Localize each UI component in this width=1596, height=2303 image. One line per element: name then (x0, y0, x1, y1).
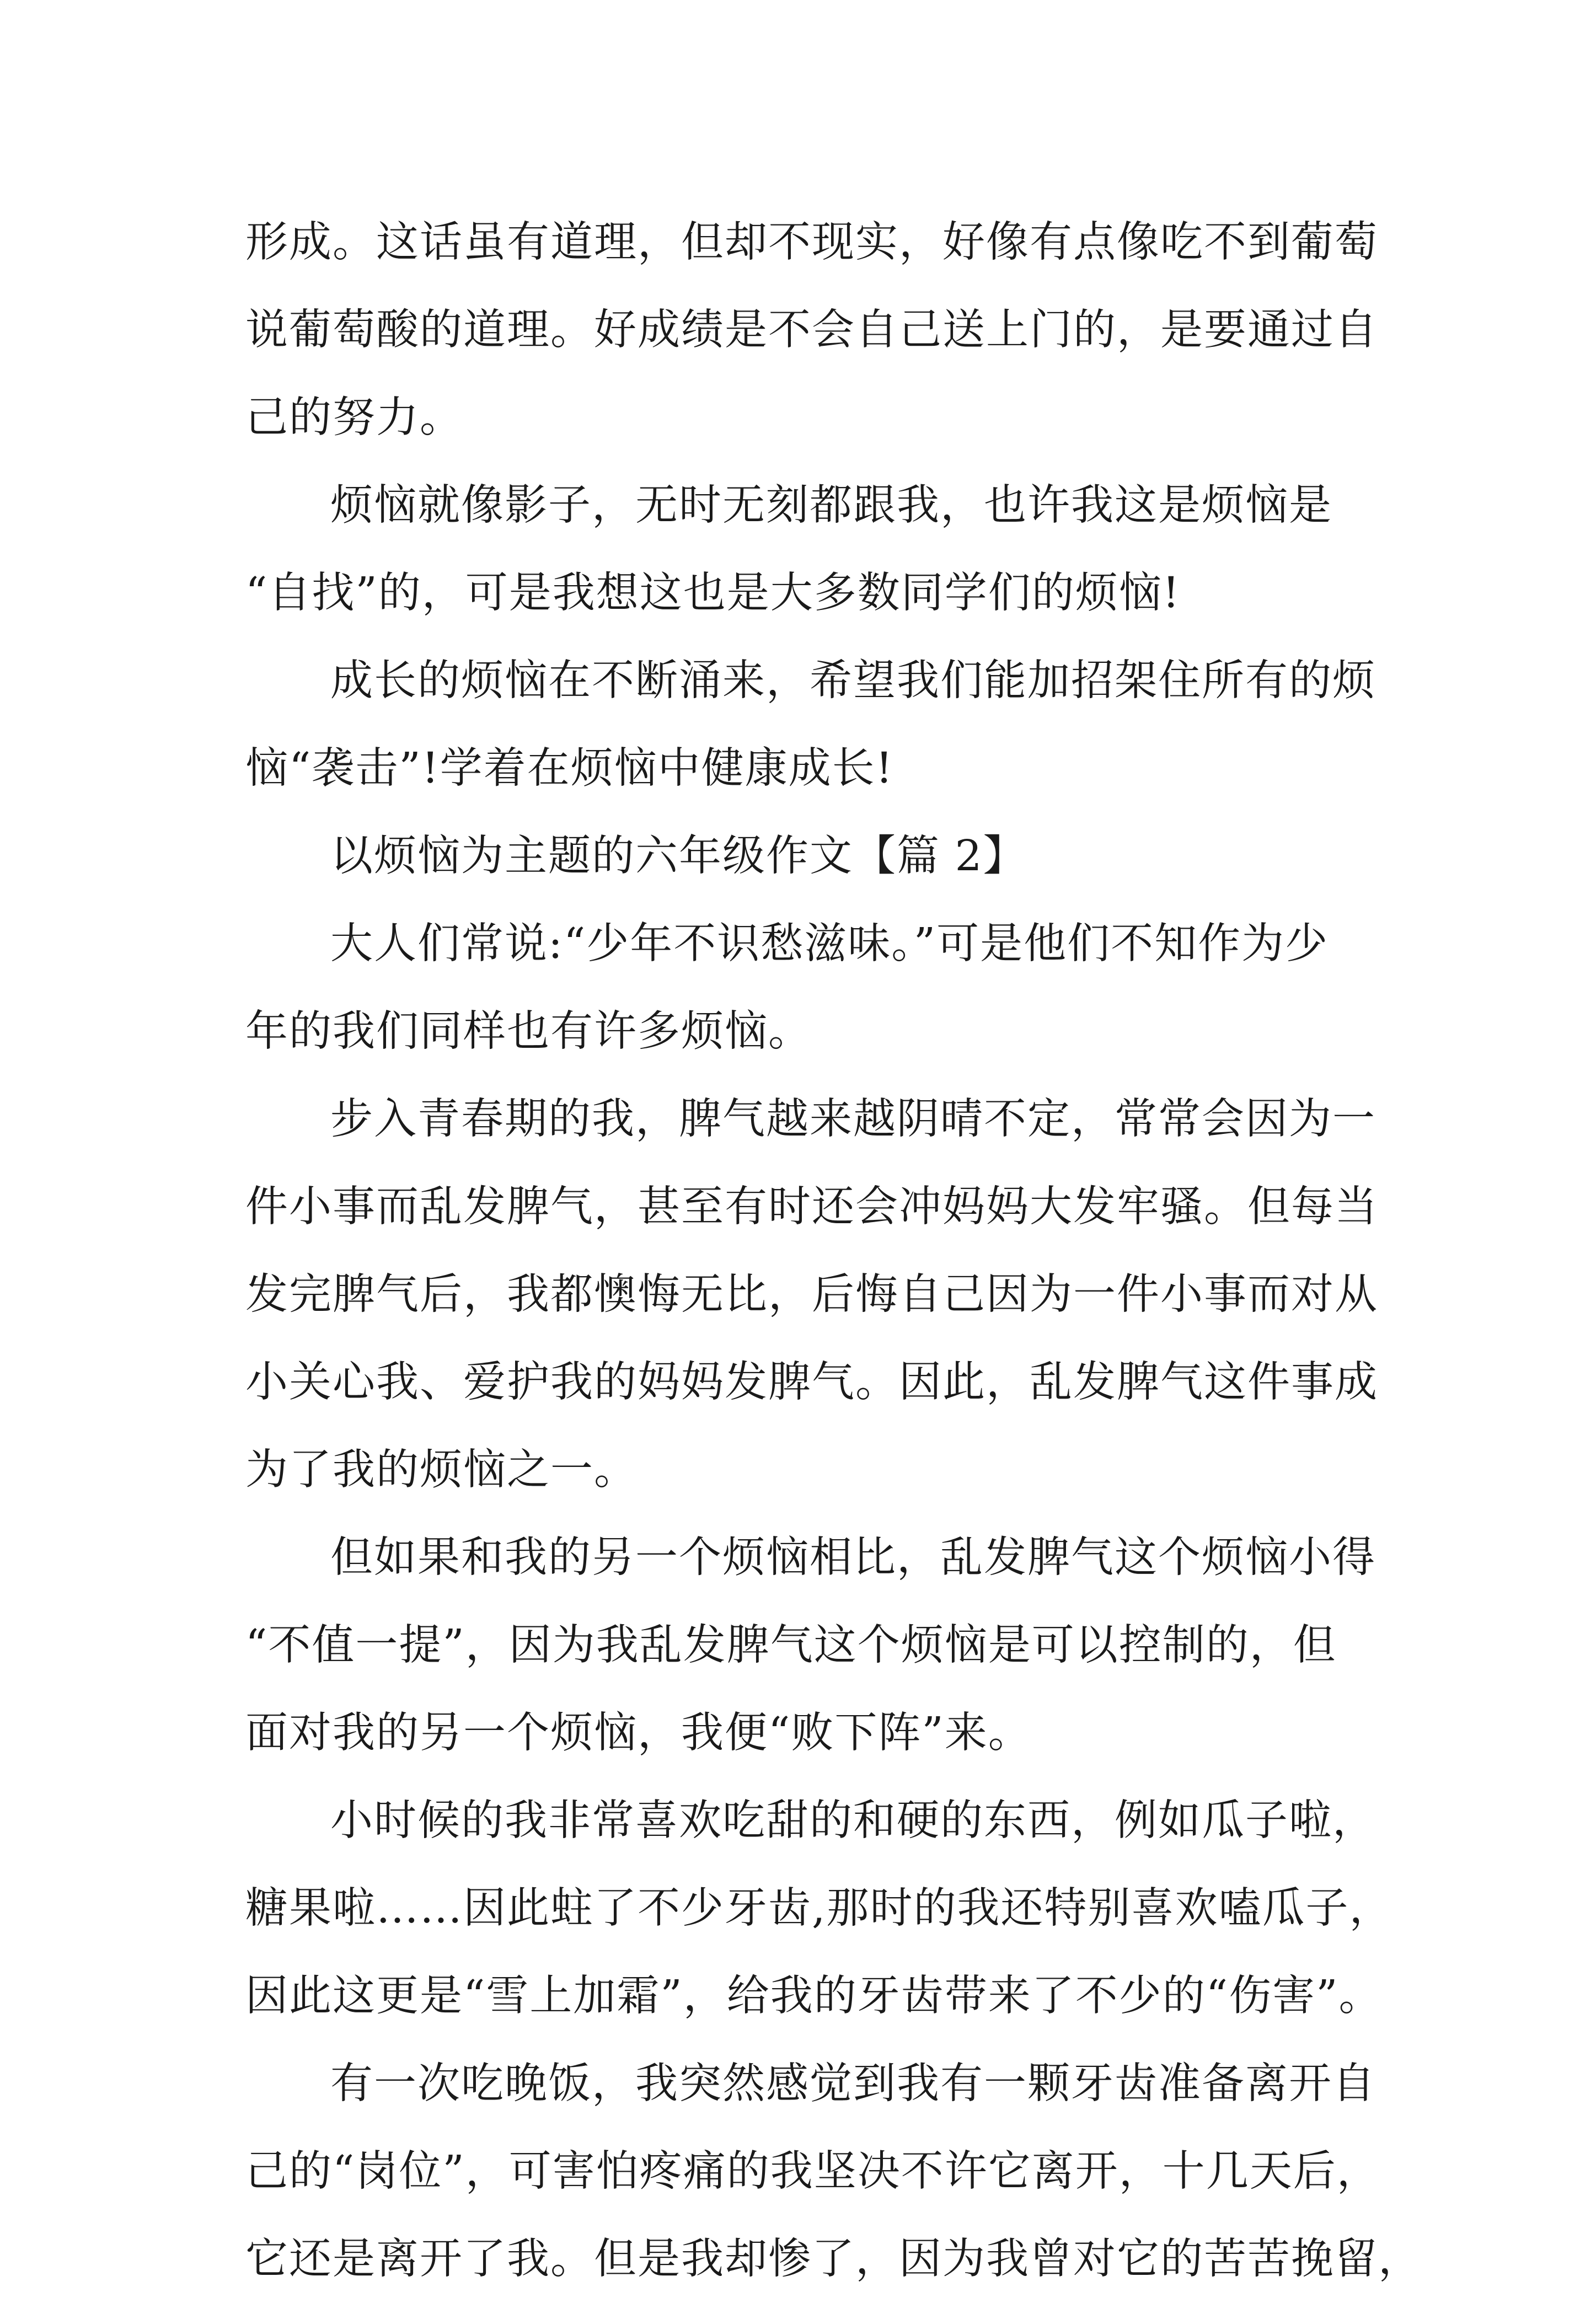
text-line: 烦恼就像影子，无时无刻都跟我，也许我这是烦恼是 (330, 481, 1332, 530)
text-line: 己的努力。 (245, 393, 463, 442)
text-line: 步入青春期的我，脾气越来越阴晴不定，常常会因为一 (330, 1095, 1376, 1144)
text-line: 为了我的烦恼之一。 (245, 1445, 638, 1495)
text-line: 但如果和我的另一个烦恼相比，乱发脾气这个烦恼小得 (330, 1533, 1376, 1582)
text-line: 有一次吃晚饭，我突然感觉到我有一颗牙齿准备离开自 (330, 2059, 1376, 2108)
text-line: 成长的烦恼在不断涌来，希望我们能加招架住所有的烦 (330, 656, 1376, 705)
text-line: 糖果啦……因此蛀了不少牙齿,那时的我还特别喜欢嗑瓜子， (245, 1884, 1393, 1933)
text-line: “自找”的，可是我想这也是大多数同学们的烦恼! (245, 569, 1181, 618)
text-line: 小关心我、爱护我的妈妈发脾气。因此，乱发脾气这件事成 (245, 1358, 1378, 1407)
text-line: 形成。这话虽有道理，但却不现实，好像有点像吃不到葡萄 (245, 218, 1378, 267)
section-heading: 以烦恼为主题的六年级作文【篇 2】 (330, 832, 1027, 881)
text-line: “不值一提”，因为我乱发脾气这个烦恼是可以控制的，但 (245, 1621, 1337, 1670)
text-line: 发完脾气后，我都懊悔无比，后悔自己因为一件小事而对从 (245, 1270, 1378, 1319)
text-line: 说葡萄酸的道理。好成绩是不会自己送上门的，是要通过自 (245, 306, 1378, 355)
text-line: 恼“袭击”!学着在烦恼中健康成长! (245, 744, 894, 793)
text-line: 因此这更是“雪上加霜”，给我的牙齿带来了不少的“伤害”。 (245, 1972, 1383, 2021)
text-line: 面对我的另一个烦恼，我便“败下阵”来。 (245, 1708, 1032, 1758)
text-line: 小时候的我非常喜欢吃甜的和硬的东西，例如瓜子啦， (330, 1796, 1376, 1845)
text-line: 大人们常说:“少年不识愁滋味。”可是他们不知作为少 (330, 919, 1329, 968)
text-line: 年的我们同样也有许多烦恼。 (245, 1007, 812, 1056)
text-line: 己的“岗位”，可害怕疼痛的我坚决不许它离开，十几天后， (245, 2147, 1380, 2196)
text-line: 件小事而乱发脾气，甚至有时还会冲妈妈大发牢骚。但每当 (245, 1182, 1378, 1231)
text-line: 它还是离开了我。但是我却惨了，因为我曾对它的苦苦挽留， (245, 2235, 1422, 2284)
essay-body (245, 199, 1422, 2303)
